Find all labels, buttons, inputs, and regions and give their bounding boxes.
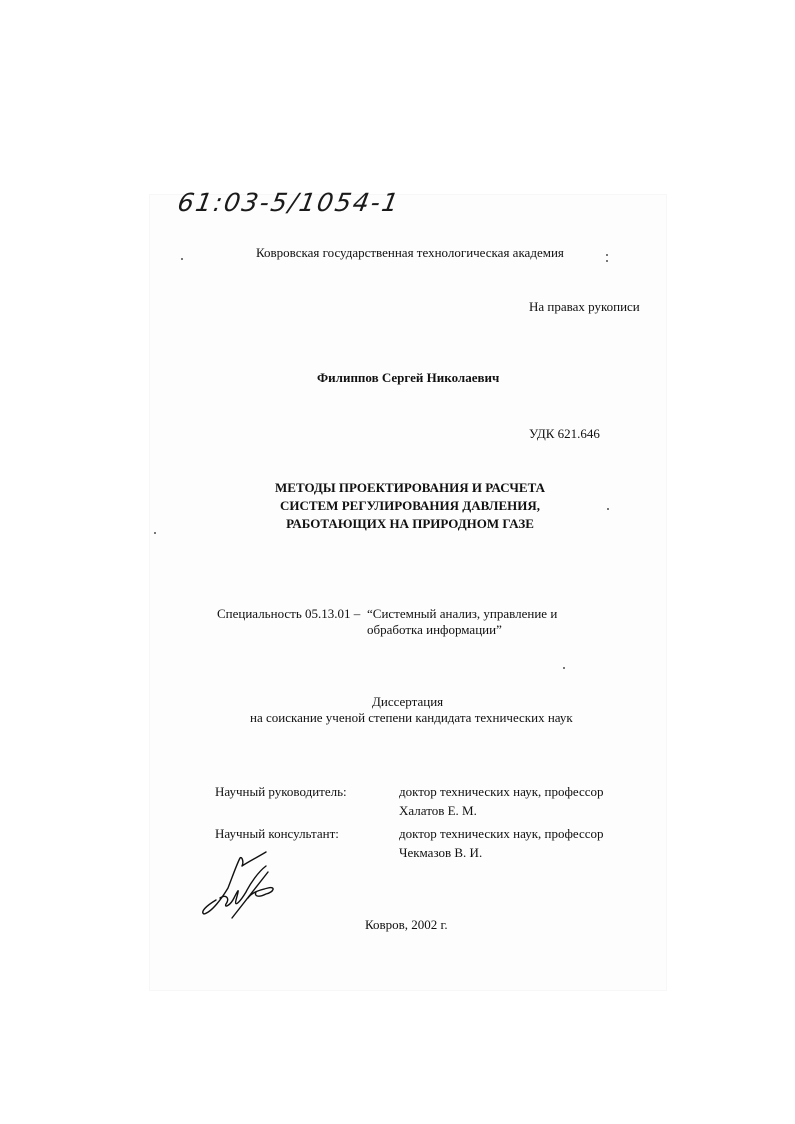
consultant-label: Научный консультант: <box>215 826 339 841</box>
supervisor-degree: доктор технических наук, профессор <box>399 784 604 799</box>
title-line-1: МЕТОДЫ ПРОЕКТИРОВАНИЯ И РАСЧЕТА <box>275 480 545 495</box>
title-line-3: РАБОТАЮЩИХ НА ПРИРОДНОМ ГАЗЕ <box>286 516 534 531</box>
rights-note: На правах рукописи <box>529 299 640 314</box>
scan-speck <box>563 667 565 669</box>
signature-icon <box>196 848 296 928</box>
city-year: Ковров, 2002 г. <box>365 917 448 932</box>
specialty-value-line-1: “Системный анализ, управление и <box>367 606 558 621</box>
specialty-value-line-2: обработка информации” <box>367 622 502 637</box>
dissertation-title <box>250 479 570 533</box>
scan-speck <box>606 254 608 256</box>
institution-name: Ковровская государственная технологическая академия <box>256 245 564 260</box>
scan-speck <box>154 532 156 534</box>
supervisor-name: Халатов Е. М. <box>399 803 477 818</box>
title-line-2: СИСТЕМ РЕГУЛИРОВАНИЯ ДАВЛЕНИЯ, <box>279 498 541 513</box>
consultant-name: Чекмазов В. И. <box>399 845 483 860</box>
consultant-degree: доктор технических наук, профессор <box>399 826 604 841</box>
scan-speck <box>606 260 608 262</box>
udc-code: УДК 621.646 <box>529 426 600 441</box>
author-name: Филиппов Сергей Николаевич <box>317 370 500 385</box>
scan-speck <box>607 508 609 510</box>
archive-number-handwritten: 61:03-5/1054-1 <box>175 188 403 217</box>
supervisor-label: Научный руководитель: <box>215 784 347 799</box>
dissertation-label: Диссертация <box>372 694 444 709</box>
scan-speck <box>181 258 183 260</box>
dissertation-degree: на соискание ученой степени кандидата технических наук <box>250 710 573 725</box>
specialty-label: Специальность 05.13.01 – <box>217 606 361 621</box>
